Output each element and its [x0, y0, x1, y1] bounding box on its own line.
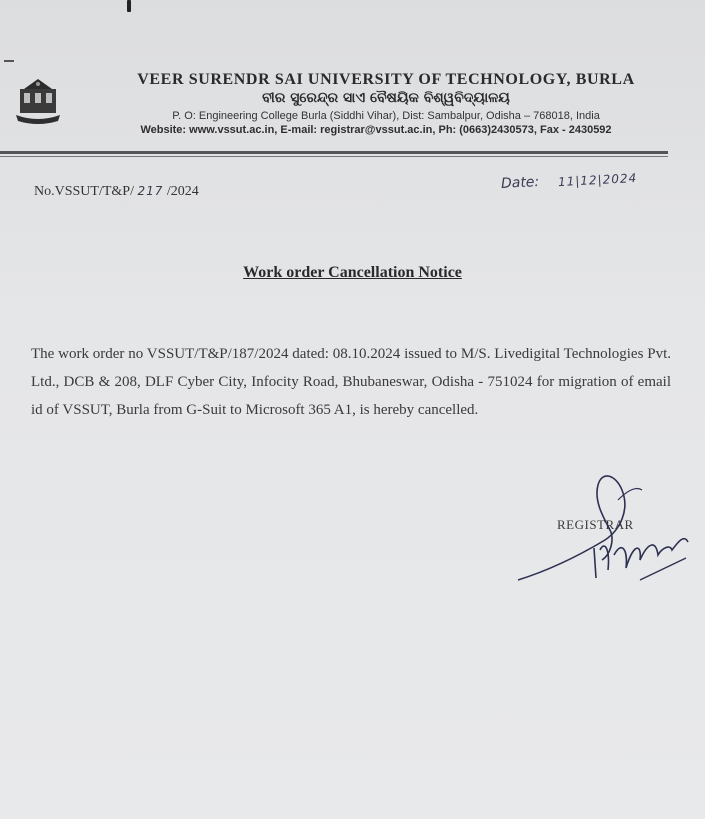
registrar-title: REGISTRAR — [557, 517, 634, 532]
header-divider-thin — [0, 156, 668, 157]
university-address: P. O: Engineering College Burla (Siddhi Vihar), Dist: Sambalpur, Odisha – 768018, India — [172, 110, 600, 122]
date-label: Date: — [500, 174, 540, 192]
margin-mark — [4, 60, 14, 62]
reference-handwritten-number: 217 — [137, 184, 164, 198]
reference-number — [34, 184, 199, 200]
registrar-signature — [510, 460, 700, 590]
university-name: VEER SURENDR SAI UNIVERSITY OF TECHNOLOGY, BURLA — [137, 71, 635, 88]
reference-suffix: /2024 — [163, 184, 199, 199]
notice-body: The work order no VSSUT/T&P/187/2024 dated: 08.10.2024 issued to M/S. Livedigital Technologies Pvt. Ltd., DCB & 208, DLF Cyber City, Infocity Road, Bhubaneswar, Odisha - 751024 for migration of email id of VSSUT, Burla from G-Suit to Microsoft 365 A1, is hereby cancelled. — [31, 346, 671, 418]
university-name-odia: ବୀର ସୁରେନ୍ଦ୍ର ସାଏ ବୈଷୟିକ ବିଶ୍ୱବିଦ୍ୟାଳୟ — [262, 90, 510, 106]
notice-title: Work order Cancellation Notice — [243, 264, 462, 281]
punch-mark — [127, 0, 131, 12]
reference-prefix: No.VSSUT/T&P/ — [34, 184, 138, 199]
date-value: 11|12|2024 — [557, 170, 638, 190]
university-logo-icon — [14, 75, 62, 125]
header-divider — [0, 151, 668, 154]
university-contact: Website: www.vssut.ac.in, E-mail: registrar@vssut.ac.in, Ph: (0663)2430573, Fax - 2430592 — [140, 124, 612, 136]
